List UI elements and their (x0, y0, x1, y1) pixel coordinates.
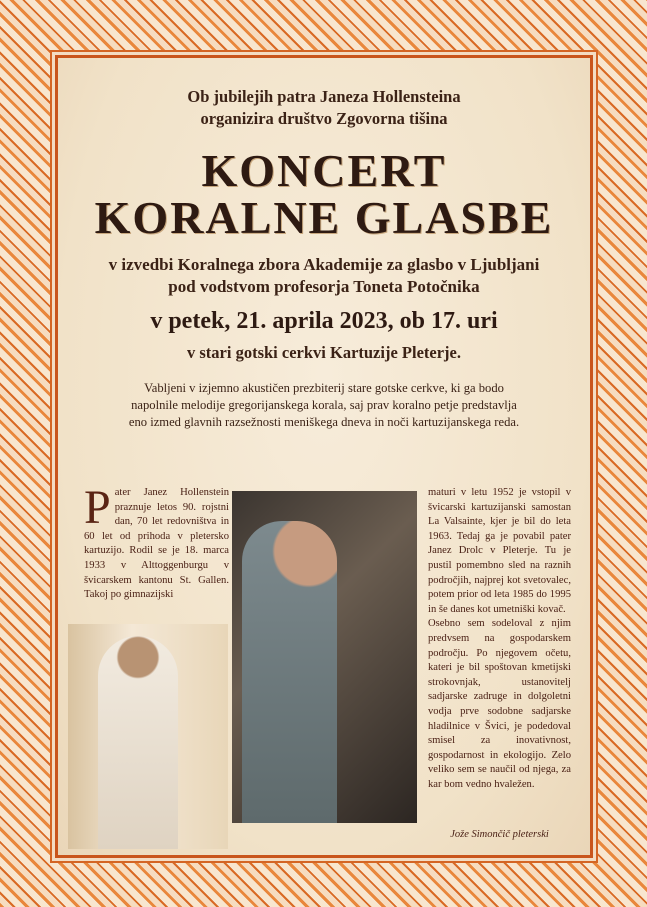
header-line-2: organizira društvo Zgovorna tišina (200, 109, 448, 128)
performer-line-1: v izvedbi Koralnega zbora Akademije za glasbo v Ljubljani (108, 255, 540, 274)
header-line-1: Ob jubilejih patra Janeza Hollensteina (187, 87, 461, 106)
invitation-line-3: eno izmed glavnih razsežnosti meniškega dneva in noči kartuzijanskega reda. (128, 415, 520, 429)
article-left-column (84, 481, 229, 603)
article-right-paragraph-2: Osebno sem sodeloval z njim predvsem na gospodarskem področju. Po njegovem očetu, kateri je bil spoštovan kmetijski strokovnjak, ustanovitelj sadjarske zadruge in dolgoletni vodja prve sodobne sadjarske hladilnice v Švici, je podedoval smisel za inovativnost, gospodarnost in ekologijo. Zelo veliko sem se naučil od njega, za kar bom vedno hvaležen. (428, 618, 571, 790)
title-line-1: KONCERT (201, 145, 447, 196)
article-right-column (428, 486, 571, 792)
invitation-line-1: Vabljeni v izjemno akustičen prezbiterij stare gotske cerkve, ki ga bodo (144, 381, 504, 395)
monk-at-anvil-figure (242, 521, 337, 823)
article-right-paragraph-1: maturi v letu 1952 je vstopil v švicarski kartuzijanski samostan La Valsainte, kjer je bil do leta 1963. Tedaj ga je povabil pater Janez Drolc v Pleterje. Tu je pustil pomembno sled na raznih področjih, najprej kot svetovalec, potem prior od leta 1985 do 1995 in še danes kot umetniški kovač. (428, 487, 571, 615)
author-signature: Jože Simončič pleterski (450, 829, 549, 840)
article-left-text: ater Janez Hollenstein praznuje letos 90. rojstni dan, 70 let redovništva in 60 let od prihoda v pletersko kartuzijo. Rodil se je 18. marca 1933 v Alttoggenburgu v švicarskem kantonu St. Gallen. Takoj po gimnazijski (84, 487, 229, 601)
event-venue: v stari gotski cerkvi Kartuzije Pleterje. (187, 343, 461, 362)
monk-portrait-photo (68, 624, 228, 849)
performer-line-2: pod vodstvom profesorja Toneta Potočnika (168, 277, 480, 296)
performer (58, 254, 590, 298)
drop-cap: P (84, 481, 111, 534)
title-line-2: KORALNE GLASBE (94, 192, 554, 243)
blacksmith-monk-photo (232, 491, 417, 823)
invitation-line-2: napolnile melodije gregorijanskega korala, saj prav koralno petje predstavlja (131, 398, 517, 412)
monk-figure (98, 636, 178, 849)
organizer-header (58, 86, 590, 130)
event-date: v petek, 21. aprila 2023, ob 17. uri (150, 308, 498, 334)
invitation-text (58, 380, 590, 431)
